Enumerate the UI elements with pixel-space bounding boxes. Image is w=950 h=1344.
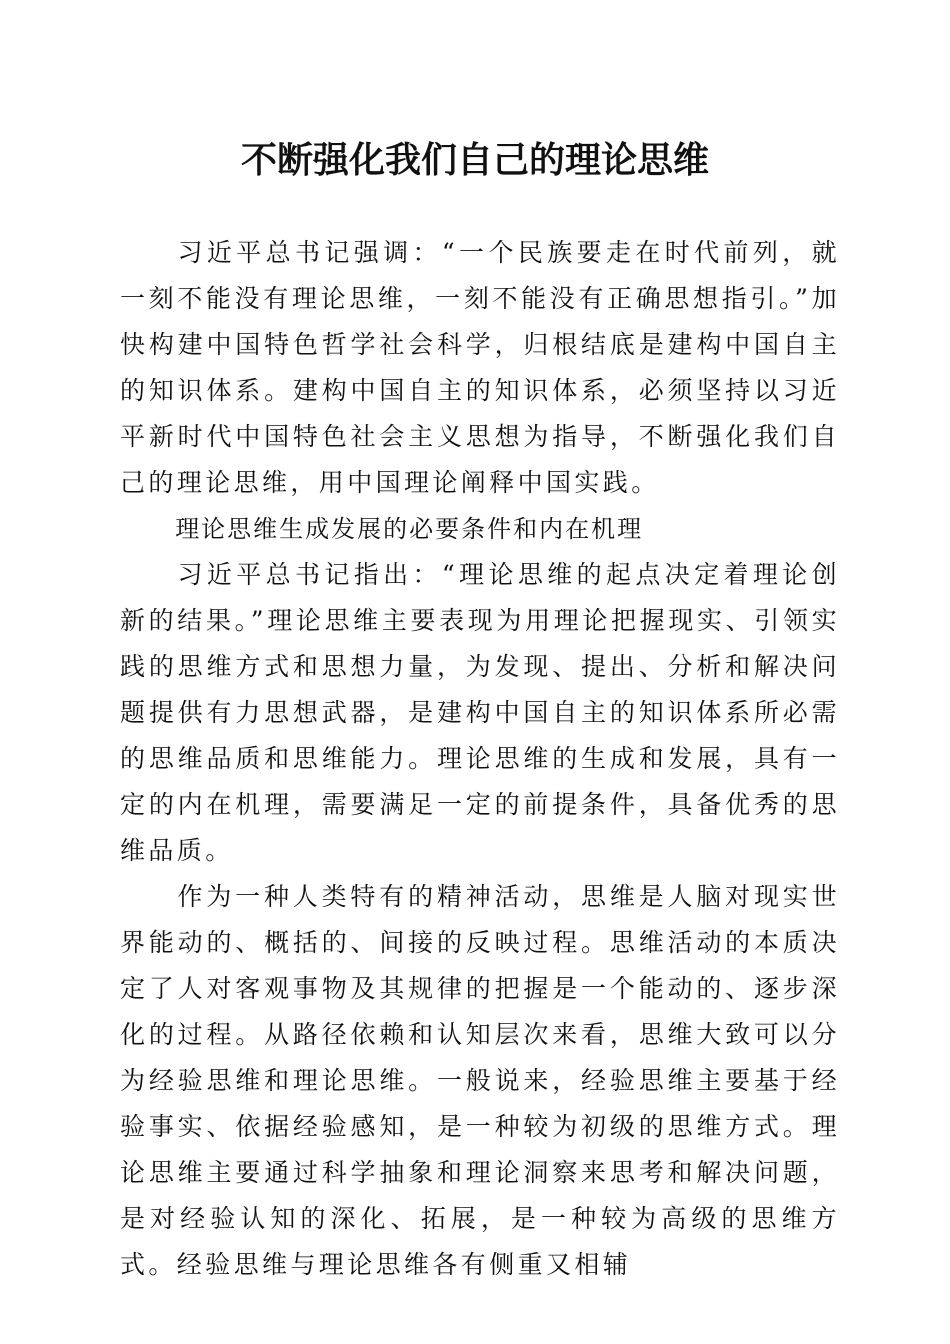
document-body <box>120 230 840 1288</box>
paragraph-thinking: 作为一种人类特有的精神活动，思维是人脑对现实世界能动的、概括的、间接的反映过程。思维活动的本质决定了人对客观事物及其规律的把握是一个能动的、逐步深化的过程。从路径依赖和认知层次来看，思维大致可以分为经验思维和理论思维。一般说来，经验思维主要基于经验事实、依据经验感知，是一种较为初级的思维方式。理论思维主要通过科学抽象和理论洞察来思考和解决问题，是对经验认知的深化、拓展，是一种较为高级的思维方式。经验思维与理论思维各有侧重又相辅 <box>120 882 840 1279</box>
section-heading: 理论思维生成发展的必要条件和内在机理 <box>175 515 644 543</box>
paragraph-intro: 习近平总书记强调：“一个民族要走在时代前列，就一刻不能没有理论思维，一刻不能没有正确思想指引。”加快构建中国特色哲学社会科学，归根结底是建构中国自主的知识体系。建构中国自主的知识体系，必须坚持以习近平新时代中国特色社会主义思想为指导，不断强化我们自己的理论思维，用中国理论阐释中国实践。 <box>120 238 840 497</box>
paragraph-theory: 习近平总书记指出：“理论思维的起点决定着理论创新的结果。”理论思维主要表现为用理论把握现实、引领实践的思维方式和思想力量，为发现、提出、分析和解决问题提供有力思想武器，是建构中国自主的知识体系所必需的思维品质和思维能力。理论思维的生成和发展，具有一定的内在机理，需要满足一定的前提条件，具备优秀的思维品质。 <box>120 560 840 865</box>
document-title: 不断强化我们自己的理论思维 <box>240 139 709 181</box>
